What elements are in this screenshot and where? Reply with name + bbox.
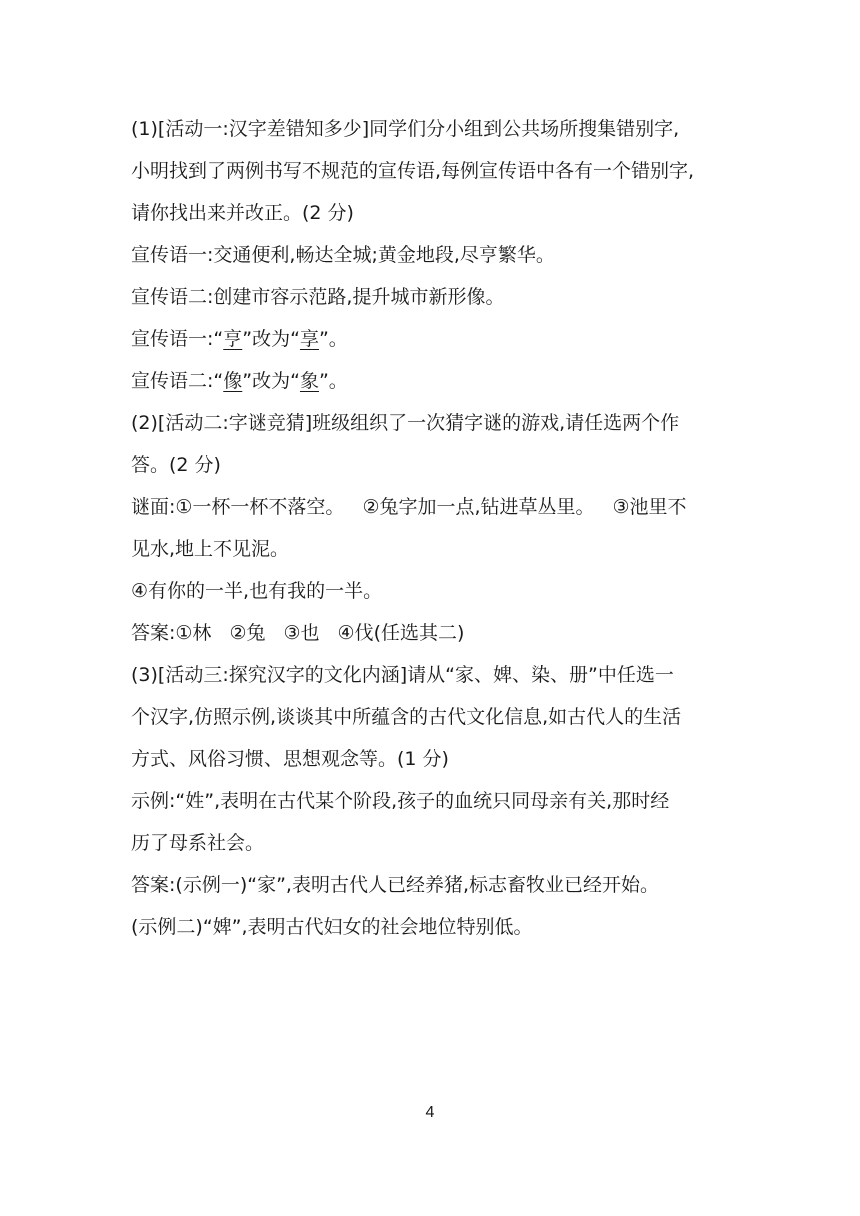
question-3-line-3: 方式、风俗习惯、思想观念等。(1 分) xyxy=(131,748,449,770)
culture-answer-line-2: (示例二)“婢”,表明古代妇女的社会地位特别低。 xyxy=(131,916,533,938)
riddle-3-start: ③池里不 xyxy=(612,496,687,518)
riddle-line-1 xyxy=(131,486,731,528)
riddle-answer-4: ④伐(任选其二) xyxy=(337,622,465,644)
page-number: 4 xyxy=(425,1104,435,1121)
question-2-line-2: 答。(2 分) xyxy=(131,454,221,476)
riddle-answer xyxy=(131,612,731,654)
riddle-answer-1: 答案:①林 xyxy=(131,622,212,644)
question-3-line-2: 个汉字,仿照示例,谈谈其中所蕴含的古代文化信息,如古代人的生活 xyxy=(131,706,682,728)
question-3-line-1: (3)[活动三:探究汉字的文化内涵]请从“家、婢、染、册”中任选一 xyxy=(131,664,674,686)
question-1-line-1: (1)[活动一:汉字差错知多少]同学们分小组到公共场所搜集错别字, xyxy=(131,118,680,140)
answer-slogan-2-prefix: 宣传语二:“ xyxy=(131,370,224,392)
correct-char-2: 象 xyxy=(299,370,319,392)
correct-char-1: 享 xyxy=(299,328,319,350)
question-1-line-3: 请你找出来并改正。(2 分) xyxy=(131,202,354,224)
slogan-1: 宣传语一:交通便利,畅达全城;黄金地段,尽亨繁华。 xyxy=(131,244,555,266)
document-body xyxy=(131,108,731,948)
answer-slogan-1 xyxy=(131,318,731,360)
wrong-char-1: 亨 xyxy=(223,328,243,350)
riddle-line-2: 见水,地上不见泥。 xyxy=(131,538,290,560)
riddle-answer-2: ②兔 xyxy=(229,622,266,644)
question-2-line-1: (2)[活动二:字谜竞猜]班级组织了一次猜字谜的游戏,请任选两个作 xyxy=(131,412,680,434)
riddle-answer-3: ③也 xyxy=(283,622,320,644)
answer-slogan-2-suffix: ”。 xyxy=(318,370,348,392)
riddle-1: 谜面:①一杯一杯不落空。 xyxy=(131,496,345,518)
answer-slogan-2 xyxy=(131,360,731,402)
riddle-2: ②兔字加一点,钻进草丛里。 xyxy=(362,496,595,518)
answer-slogan-1-mid: ”改为“ xyxy=(242,328,300,350)
answer-slogan-1-suffix: ”。 xyxy=(318,328,348,350)
wrong-char-2: 像 xyxy=(223,370,243,392)
example-line-1: 示例:“姓”,表明在古代某个阶段,孩子的血统只同母亲有关,那时经 xyxy=(131,790,670,812)
question-1-line-2: 小明找到了两例书写不规范的宣传语,每例宣传语中各有一个错别字, xyxy=(131,160,695,182)
slogan-2: 宣传语二:创建市容示范路,提升城市新形像。 xyxy=(131,286,505,308)
answer-slogan-1-prefix: 宣传语一:“ xyxy=(131,328,224,350)
answer-slogan-2-mid: ”改为“ xyxy=(242,370,300,392)
example-line-2: 历了母系社会。 xyxy=(131,832,265,854)
riddle-line-3: ④有你的一半,也有我的一半。 xyxy=(131,580,383,602)
culture-answer-line-1: 答案:(示例一)“家”,表明古代人已经养猪,标志畜牧业已经开始。 xyxy=(131,874,659,896)
